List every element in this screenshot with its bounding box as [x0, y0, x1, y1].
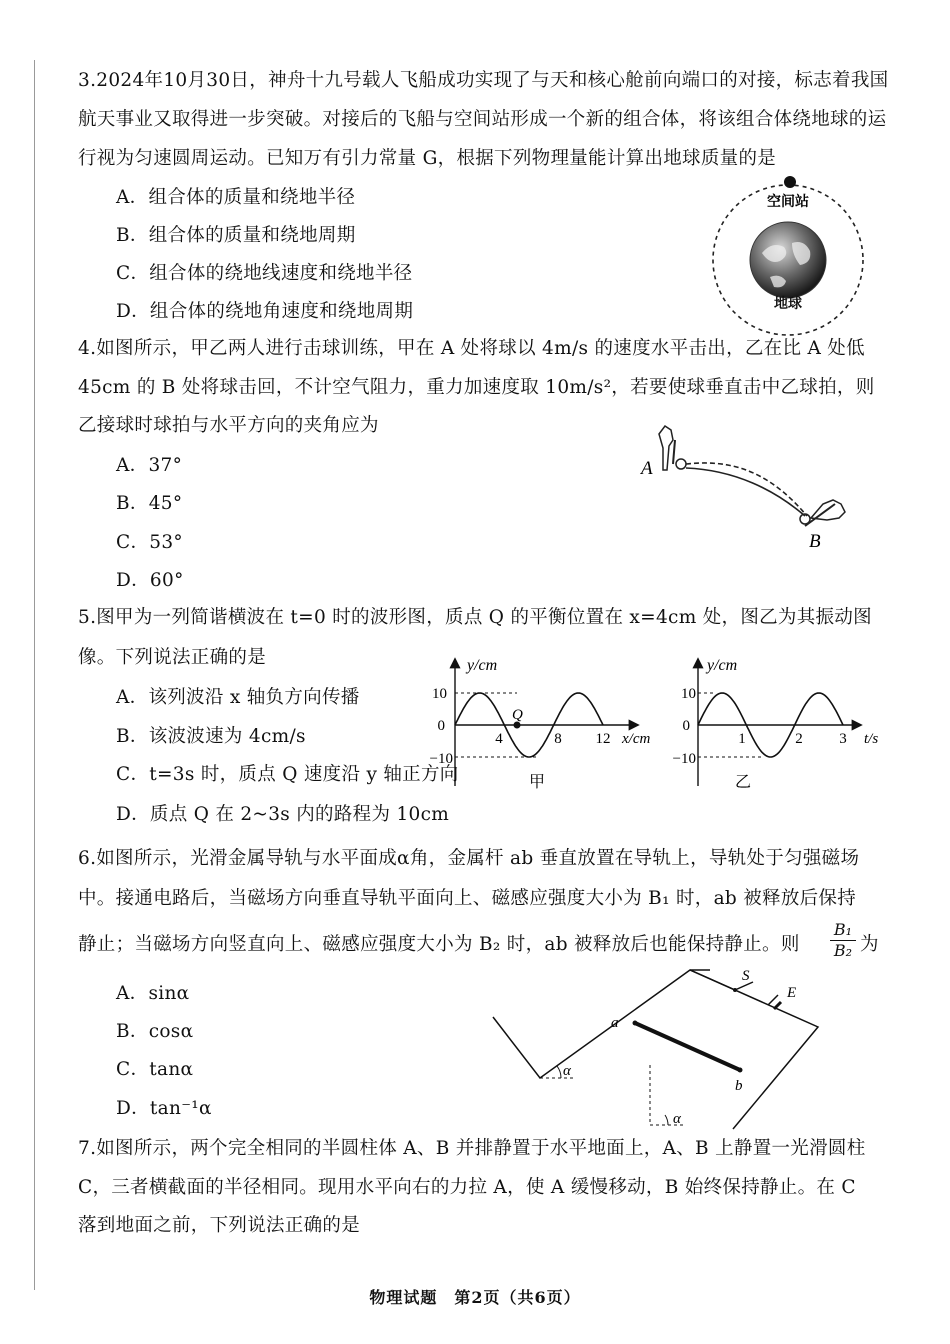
station-label: 空间站	[767, 195, 809, 210]
yi-xtick-3: 3	[839, 731, 847, 747]
q6-stem-line-1: 6.如图所示，光滑金属导轨与水平面成α角，金属杆 ab 垂直放置在导轨上，导轨处于匀强磁场	[78, 848, 860, 869]
q5-stem-line-1: 5.图甲为一列简谐横波在 t=0 时的波形图，质点 Q 的平衡位置在 x=4cm 处，图乙为其振动图	[78, 607, 872, 628]
jia-ytick-bottom: −10	[429, 751, 453, 767]
jia-origin: 0	[437, 718, 445, 734]
jia-ylabel: y/cm	[467, 657, 498, 674]
yi-xtick-2: 2	[795, 731, 803, 747]
page-footer: 物理试题 第2页（共6页）	[369, 1288, 581, 1307]
q3-option-b: B．组合体的质量和绕地周期	[116, 225, 356, 246]
trajectory-solid	[686, 468, 805, 516]
jia-point-label: Q	[512, 707, 523, 723]
battery-plate-1	[768, 995, 778, 1005]
angle-label-2: α	[673, 1111, 681, 1127]
q3-stem-line-1: 3.2024年10月30日，神舟十九号载人飞船成功实现了与天和核心舱前向端口的对接，标志着我国	[78, 70, 889, 91]
q4-option-b: B．45°	[116, 493, 183, 514]
label-b: B	[809, 531, 821, 552]
q6-option-a: A．sinα	[116, 983, 190, 1004]
earth-icon	[750, 222, 826, 298]
q5-stem-line-2: 像。下列说法正确的是	[78, 647, 267, 668]
q5-graph-jia	[415, 650, 665, 795]
q3-option-a: A．组合体的质量和绕地半径	[116, 187, 356, 208]
ball-a	[676, 459, 686, 469]
space-station-dot	[784, 176, 796, 188]
point-a	[633, 1021, 638, 1026]
jia-xtick-8: 8	[554, 731, 562, 747]
q6-option-b: B．cosα	[116, 1021, 194, 1042]
q6-fraction	[830, 920, 856, 961]
fraction-numerator: B₁	[833, 920, 853, 939]
q3-option-c: C．组合体的绕地线速度和绕地半径	[116, 263, 413, 284]
fraction-denominator: B₂	[830, 940, 856, 961]
jia-caption: 甲	[528, 774, 546, 791]
q5-option-a: A．该列波沿 x 轴负方向传播	[116, 687, 360, 708]
switch-pivot	[733, 988, 737, 992]
q6-rail-figure	[485, 965, 830, 1130]
battery-plate-2	[774, 1002, 781, 1009]
earth-label: 地球	[774, 297, 802, 312]
rod-ab	[635, 1023, 740, 1070]
label-s: S	[742, 968, 750, 984]
q4-ball-figure	[635, 420, 860, 555]
q4-option-d: D．60°	[116, 570, 184, 591]
q5-option-b: B．该波波速为 4cm/s	[116, 726, 306, 747]
q6-stem-line-3-end: 为	[860, 934, 879, 955]
yi-xlabel: t/s	[864, 731, 879, 747]
q4-option-c: C．53°	[116, 532, 183, 553]
q5-option-d: D．质点 Q 在 2~3s 内的路程为 10cm	[116, 804, 450, 825]
yi-origin: 0	[682, 718, 690, 734]
q5-graph-yi	[660, 650, 885, 795]
angle-arc-1	[557, 1066, 561, 1078]
jia-xlabel: x/cm	[622, 731, 651, 747]
yi-caption: 乙	[734, 774, 752, 791]
label-e: E	[787, 985, 797, 1001]
racket-a-icon	[673, 440, 675, 464]
angle-arc-2	[665, 1115, 668, 1125]
q7-stem-line-3: 落到地面之前，下列说法正确的是	[78, 1215, 361, 1236]
q3-option-d: D．组合体的绕地角速度和绕地周期	[116, 301, 414, 322]
q3-stem-line-3: 行视为匀速圆周运动。已知万有引力常量 G，根据下列物理量能计算出地球质量的是	[78, 148, 777, 169]
jia-ytick-top: 10	[432, 686, 447, 702]
binding-margin-line	[34, 60, 35, 1290]
yi-ylabel: y/cm	[707, 657, 738, 674]
label-b: b	[735, 1078, 743, 1094]
q6-stem-line-2: 中。接通电路后，当磁场方向垂直导轨平面向上、磁感应强度大小为 B₁ 时，ab 被释放后保持	[78, 888, 857, 909]
q7-stem-line-2: C，三者横截面的半径相同。现用水平向右的力拉 A，使 A 缓慢移动，B 始终保持静止。在 C	[78, 1177, 856, 1198]
q6-option-c: C．tanα	[116, 1059, 194, 1080]
wire-to-switch	[690, 970, 735, 990]
q4-option-a: A．37°	[116, 455, 183, 476]
label-a: A	[641, 458, 653, 479]
rail-outline	[493, 970, 818, 1129]
hand-a-icon	[659, 426, 673, 470]
yi-xtick-1: 1	[738, 731, 746, 747]
q7-stem-line-1: 7.如图所示，两个完全相同的半圆柱体 A、B 并排静置于水平地面上，A、B 上静置一光滑圆柱	[78, 1138, 866, 1159]
jia-xtick-12: 12	[595, 731, 611, 747]
label-a: a	[611, 1015, 619, 1031]
q4-stem-line-3: 乙接球时球拍与水平方向的夹角应为	[78, 415, 379, 436]
yi-ytick-top: 10	[681, 686, 696, 702]
trajectory-dashed	[686, 463, 807, 516]
q6-option-d: D．tan⁻¹α	[116, 1098, 212, 1119]
yi-ytick-bottom: −10	[672, 751, 696, 767]
q4-stem-line-1: 4.如图所示，甲乙两人进行击球训练，甲在 A 处将球以 4m/s 的速度水平击出，乙在比 A 处低	[78, 338, 865, 359]
jia-xtick-4: 4	[495, 731, 503, 747]
q3-stem-line-2: 航天事业又取得进一步突破。对接后的飞船与空间站形成一个新的组合体，将该组合体绕地球的运	[78, 109, 887, 130]
q6-stem-line-3: 静止；当磁场方向竖直向上、磁感应强度大小为 B₂ 时，ab 被释放后也能保持静止。则	[78, 934, 800, 955]
point-b	[738, 1068, 743, 1073]
q3-orbit-figure	[700, 165, 880, 340]
angle-label-1: α	[563, 1063, 571, 1079]
q5-option-c: C．t=3s 时，质点 Q 速度沿 y 轴正方向	[116, 764, 459, 785]
q4-stem-line-2: 45cm 的 B 处将球击回，不计空气阻力，重力加速度取 10m/s²，若要使球垂直击中乙球拍，则	[78, 377, 875, 398]
